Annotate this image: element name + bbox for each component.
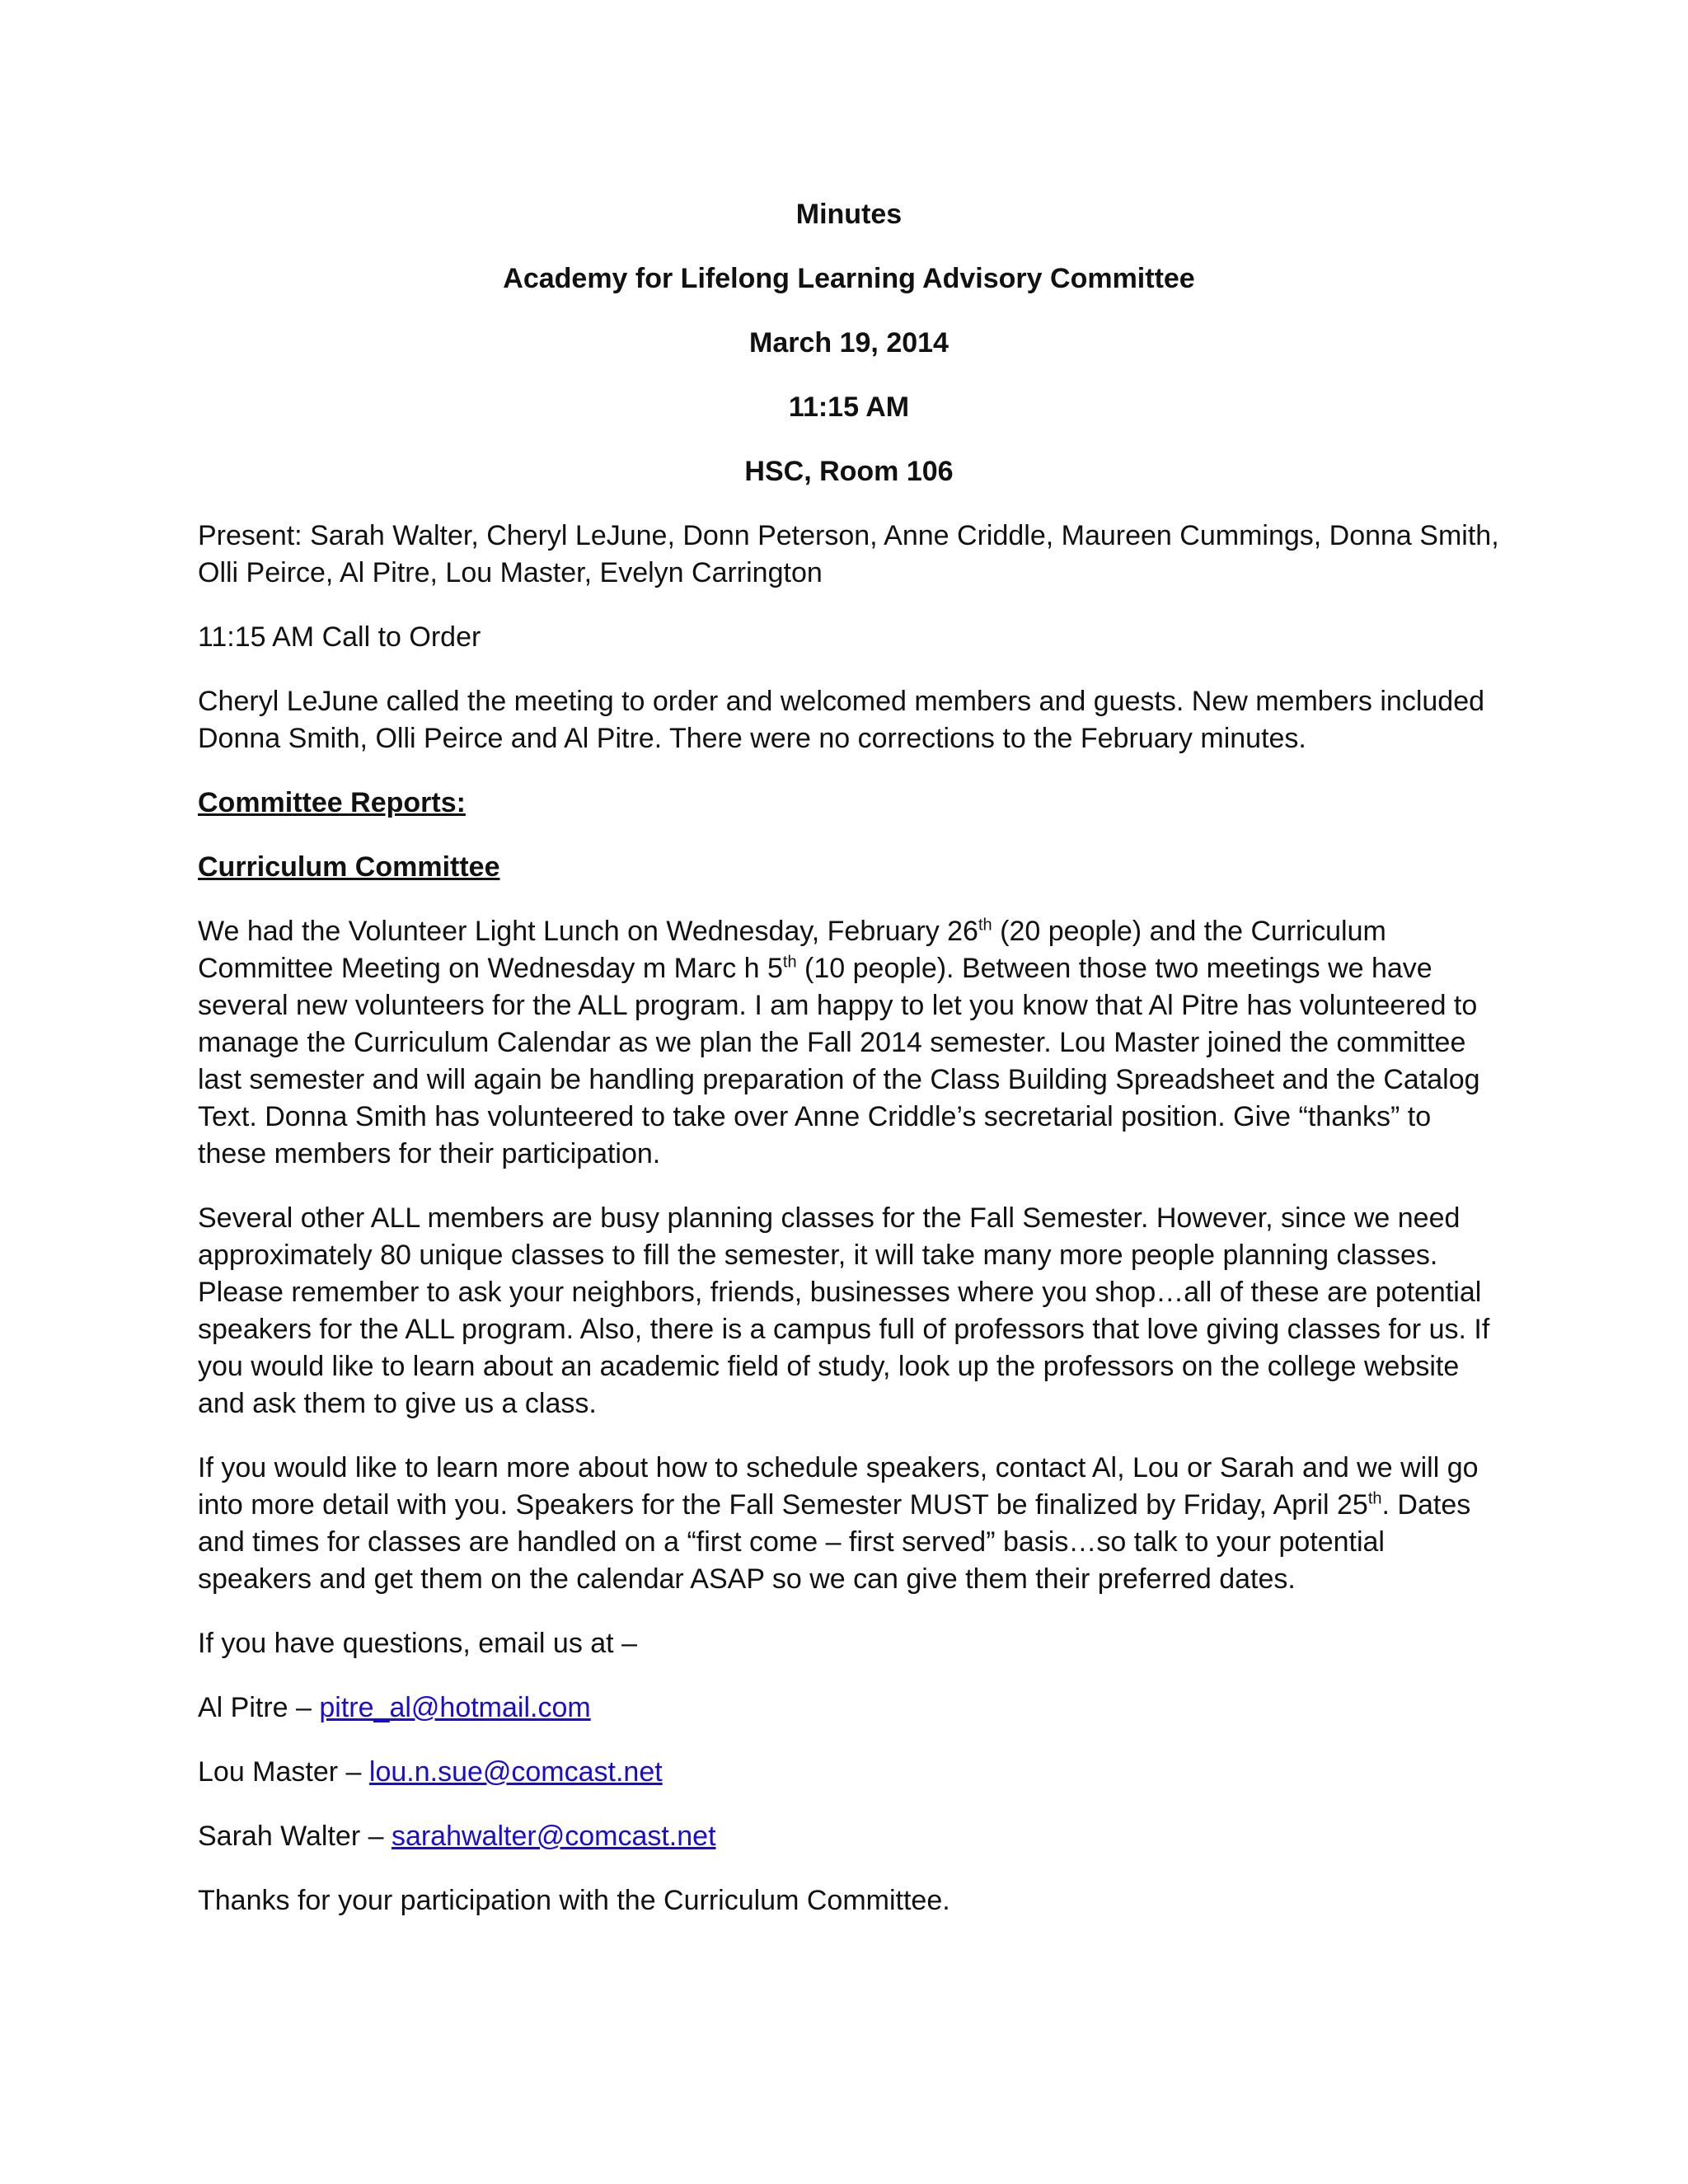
p1-line-2b: (10 people). Between those two meetings we have <box>796 953 1432 984</box>
p1-line-7: these members for their participation. <box>198 1138 661 1169</box>
p1-line-2-sup: th <box>782 953 797 972</box>
meeting-time: 11:15 AM <box>788 391 910 423</box>
p2-line-3: Please remember to ask your neighbors, friends, businesses where you shop…all of these are potential <box>198 1277 1482 1308</box>
attendees-line-2: Olli Peirce, Al Pitre, Lou Master, Evelyn Carrington <box>198 557 823 588</box>
contact-sarah-walter <box>198 1818 1500 1855</box>
p2-line-2: approximately 80 unique classes to fill the semester, it will take many more people planning classes. <box>198 1240 1438 1271</box>
p3-line-4: speakers and get them on the calendar ASAP so we can give them their preferred dates. <box>198 1563 1296 1595</box>
p1-line-3: several new volunteers for the ALL program. I am happy to let you know that Al Pitre has volunteered to <box>198 990 1478 1021</box>
p1-line-5: last semester and will again be handling preparation of the Class Building Spreadsheet and the Catalog <box>198 1064 1480 1095</box>
document-page <box>198 196 1500 1947</box>
curriculum-paragraph-1 <box>198 913 1500 1173</box>
closing-line: Thanks for your participation with the Curriculum Committee. <box>198 1885 950 1916</box>
email-link[interactable]: pitre_al@hotmail.com <box>319 1692 591 1723</box>
email-link[interactable]: lou.n.sue@comcast.net <box>368 1756 663 1788</box>
curriculum-paragraph-2 <box>198 1200 1500 1422</box>
p3-line-1: If you would like to learn more about how to schedule speakers, contact Al, Lou or Sarah and we will go <box>198 1452 1479 1483</box>
meeting-date: March 19, 2014 <box>749 327 949 359</box>
contact-lou-master <box>198 1754 1500 1791</box>
p1-line-6: Text. Donna Smith has volunteered to take over Anne Criddle’s secretarial position. Give “thanks” to <box>198 1101 1432 1132</box>
attendees-line-1: Present: Sarah Walter, Cheryl LeJune, Donn Peterson, Anne Criddle, Maureen Cummings, Donna Smith, <box>198 520 1499 551</box>
p3-line-2a: into more detail with you. Speakers for the Fall Semester MUST be finalized by Friday, April 25 <box>198 1489 1368 1521</box>
p1-line-1-sup: th <box>978 916 992 935</box>
p1-line-1b: (20 people) and the Curriculum <box>992 916 1386 947</box>
curriculum-committee-heading: Curriculum Committee <box>198 851 500 883</box>
p1-line-2a: Committee Meeting on Wednesday m Marc h 5 <box>198 953 783 984</box>
p3-line-3: and times for classes are handled on a “first come – first served” basis…so talk to your potential <box>198 1526 1385 1558</box>
document-title: Minutes <box>795 199 903 230</box>
p2-line-1: Several other ALL members are busy planning classes for the Fall Semester. However, since we need <box>198 1202 1461 1234</box>
p1-line-1a: We had the Volunteer Light Lunch on Wednesday, February 26 <box>198 916 978 947</box>
committee-reports-heading: Committee Reports: <box>198 787 466 818</box>
questions-line: If you have questions, email us at – <box>198 1628 637 1659</box>
p2-line-6: and ask them to give us a class. <box>198 1388 597 1419</box>
opening-line-1: Cheryl LeJune called the meeting to order and welcomed members and guests. New members included <box>198 686 1485 717</box>
opening-line-2: Donna Smith, Olli Peirce and Al Pitre. There were no corrections to the February minutes. <box>198 723 1306 754</box>
contact-name: Lou Master – <box>198 1756 369 1788</box>
p1-line-4: manage the Curriculum Calendar as we plan the Fall 2014 semester. Lou Master joined the committee <box>198 1027 1466 1058</box>
p3-line-2b: . Dates <box>1381 1489 1471 1521</box>
opening-paragraph <box>198 683 1500 757</box>
p2-line-5: you would like to learn about an academic field of study, look up the professors on the college website <box>198 1351 1460 1382</box>
contact-al-pitre <box>198 1690 1500 1727</box>
call-to-order: 11:15 AM Call to Order <box>198 621 481 653</box>
organization-name: Academy for Lifelong Learning Advisory Committee <box>503 263 1195 294</box>
curriculum-paragraph-3 <box>198 1450 1500 1598</box>
p3-line-2-sup: th <box>1367 1489 1382 1508</box>
attendees-paragraph <box>198 518 1500 592</box>
contact-name: Al Pitre – <box>198 1692 320 1723</box>
email-link[interactable]: sarahwalter@comcast.net <box>391 1821 716 1852</box>
p2-line-4: speakers for the ALL program. Also, there is a campus full of professors that love giving classes for us. If <box>198 1314 1490 1345</box>
meeting-location: HSC, Room 106 <box>744 456 954 487</box>
contact-name: Sarah Walter – <box>198 1821 392 1852</box>
